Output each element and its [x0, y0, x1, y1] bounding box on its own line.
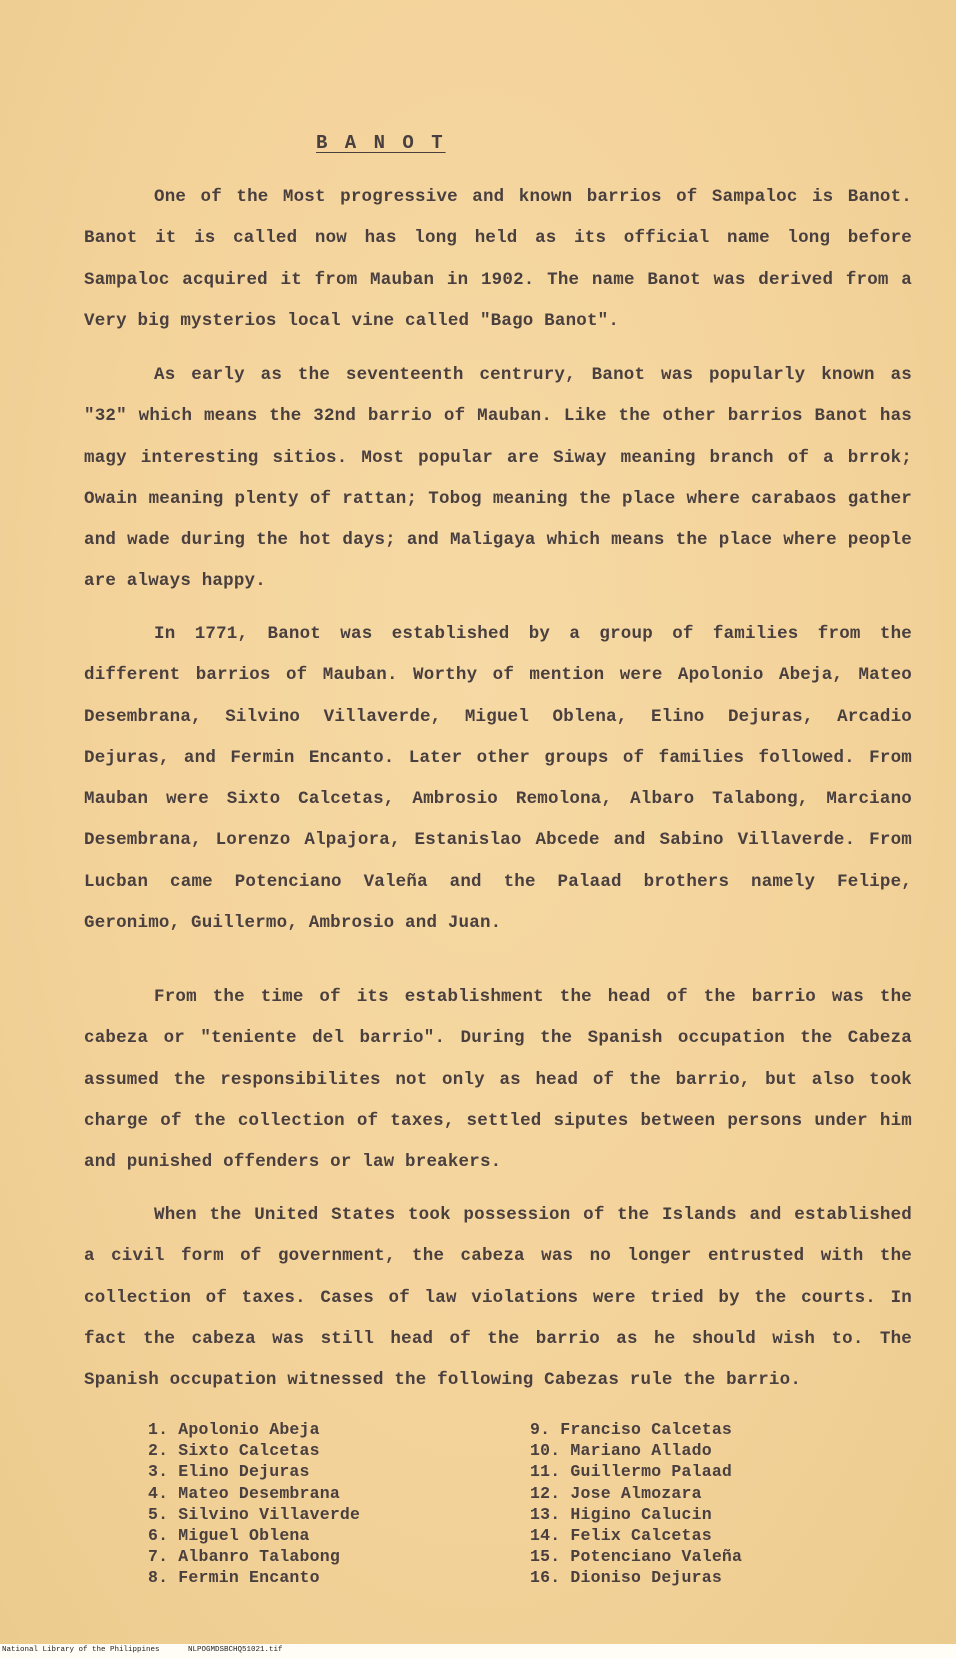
paragraph-4: From the time of its establishment the head of the barrio was the cabeza or "teniente del barrio". During the Spanish occupation the Cabeza assumed the responsibilites not only as head of the barrio, but also took charge of the collection of taxes, settled siputes between persons under him and punished offenders or law breakers. — [84, 987, 912, 1173]
list-item: 1. Apolonio Abeja — [148, 1420, 320, 1439]
list-item: 16. Dioniso Dejuras — [530, 1568, 722, 1588]
paragraph-1: One of the Most progressive and known barrios of Sampaloc is Banot. Banot it is called now has long held as its official name long before Sampaloc acquired it from Mauban in 1902. The name Banot was derived from a Very big mysterios local vine called "Bago Banot". — [84, 187, 912, 331]
page-title: B A N O T — [316, 132, 446, 154]
paragraph-2: As early as the seventeenth centrury, Banot was popularly known as "32" which means the 32nd barrio of Mauban. Like the other barrios Banot has magy interesting sitios. Most popular are Siway meaning branch of a brrok; Owain meaning plenty of rattan; Tobog meaning the place where carabaos gather and wade during the hot days; and Maligaya which means the place where people are always happy. — [84, 365, 912, 592]
list-item: 14. Felix Calcetas — [530, 1526, 712, 1546]
list-item: 3. Elino Dejuras — [148, 1462, 310, 1482]
list-item: 13. Higino Calucin — [530, 1504, 712, 1524]
scan-footer — [2, 1646, 307, 1654]
list-item: 15. Potenciano Valeña — [530, 1547, 743, 1567]
list-item: 9. Franciso Calcetas — [530, 1420, 733, 1439]
list-item: 7. Albanro Talabong — [148, 1547, 340, 1567]
list-item: 10. Mariano Allado — [530, 1441, 712, 1461]
list-item: 12. Jose Almozara — [530, 1483, 702, 1503]
list-item: 11. Guillermo Palaad — [530, 1462, 733, 1482]
list-item: 5. Silvino Villaverde — [148, 1504, 361, 1524]
cabeza-list-left — [148, 1419, 360, 1589]
cabeza-list-right — [530, 1419, 742, 1589]
footer-file-id: NLPOGMDSBCHQ51021.tif — [188, 1646, 283, 1654]
list-item: 4. Mateo Desembrana — [148, 1483, 340, 1503]
paragraph-3: In 1771, Banot was established by a group of families from the different barrios of Mauban. Worthy of mention were Apolonio Abeja, Mateo Desembrana, Silvino Villaverde, Miguel Oblena, Elino Dejuras, Arcadio Dejuras, and Fermin Encanto. Later other groups of families followed. From Mauban were Sixto Calcetas, Ambrosio Remolona, Albaro Talabong, Marciano Desembrana, Lorenzo Alpajora, Estanislao Abcede and Sabino Villaverde. From Lucban came Potenciano Valeña and the Palaad brothers namely Felipe, Geronimo, Guillermo, Ambrosio and Juan. — [84, 624, 912, 934]
footer-institution: National Library of the Philippines — [2, 1646, 160, 1654]
list-item: 8. Fermin Encanto — [148, 1568, 320, 1588]
paragraph-5: When the United States took possession of the Islands and established a civil form of government, the cabeza was no longer entrusted with the collection of taxes. Cases of law violations were tried by the courts. In fact the cabeza was still head of the barrio as he should wish to. The Spanish occupation witnessed the following Cabezas rule the barrio. — [84, 1205, 912, 1391]
list-item: 2. Sixto Calcetas — [148, 1441, 320, 1461]
list-item: 6. Miguel Oblena — [148, 1526, 310, 1546]
